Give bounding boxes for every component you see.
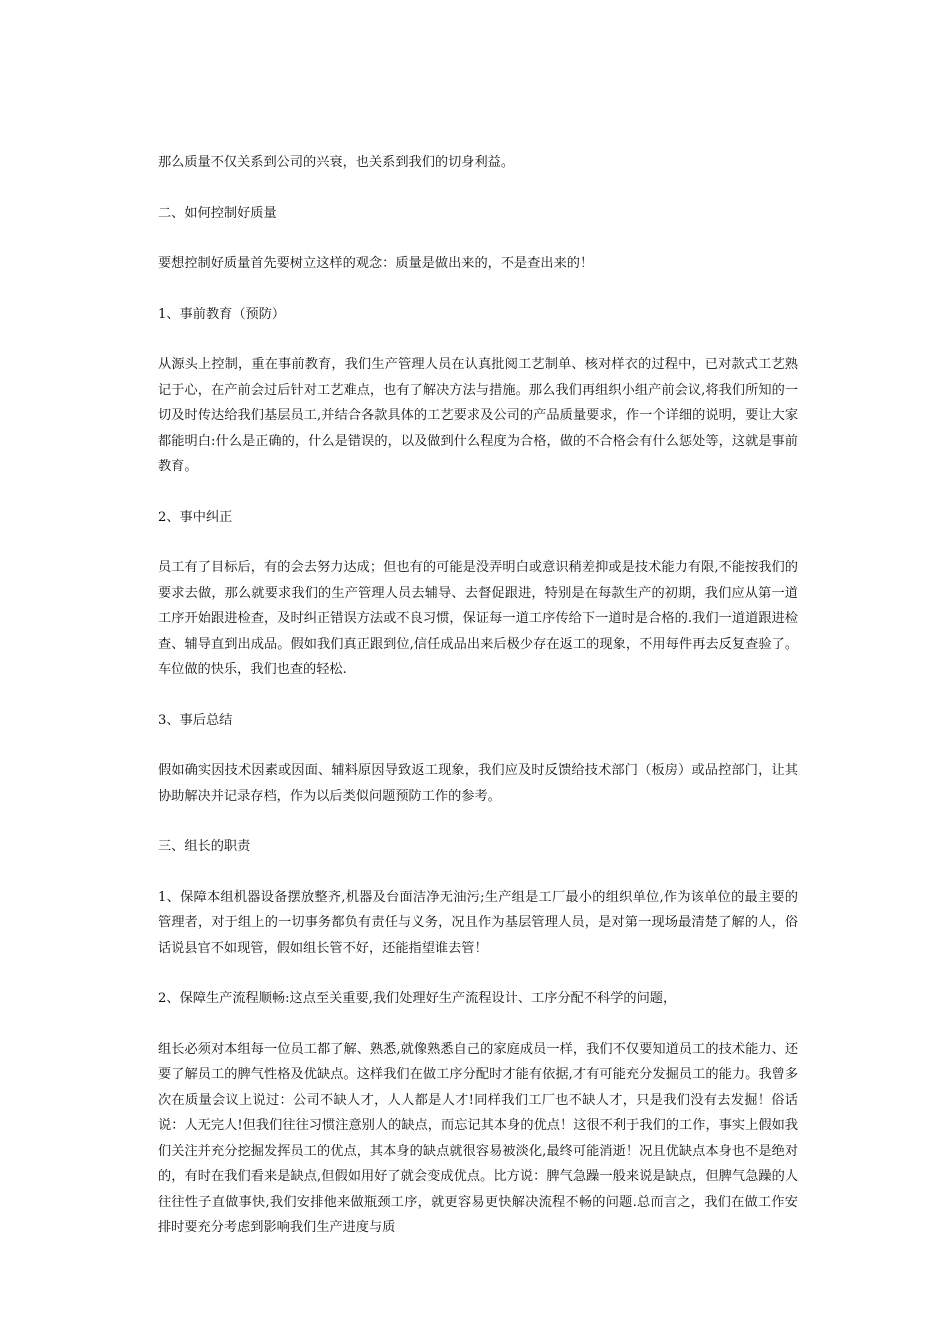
post-summary-paragraph: 假如确实因技术因素或因面、辅料原因导致返工现象，我们应及时反馈给技术部门（板房）或品控部门，让其协助解决并记录存档，作为以后类似问题预防工作的参考。 [158, 763, 798, 804]
subheading-in-process-correction: 2、事中纠正 [158, 509, 233, 525]
spacer [158, 327, 798, 352]
spacer [158, 809, 798, 834]
intro-paragraph: 那么质量不仅关系到公司的兴衰，也关系到我们的切身利益。 [158, 155, 515, 170]
quality-concept-paragraph: 要想控制好质量首先要树立这样的观念：质量是做出来的，不是查出来的！ [158, 256, 594, 271]
pre-education-paragraph: 从源头上控制，重在事前教育，我们生产管理人员在认真批阅工艺制单、核对样衣的过程中，已对款式工艺熟记于心，在产前会过后针对工艺难点，也有了解决方法与措施。那么我们再组织小组产前会议,将我们所知的一切及时传达给我们基层员工,并结合各款具体的工艺要求及公司的产品质量要求，作一个详细的说明，要让大家都能明白:什么是正确的，什么是错误的，以及做到什么程度为合格，做的不合格会有什么惩处等，这就是事前教育。 [158, 357, 798, 474]
employee-understanding-paragraph: 组长必须对本组每一位员工都了解、熟悉,就像熟悉自己的家庭成员一样，我们不仅要知道员工的技术能力、还要了解员工的脾气性格及优缺点。这样我们在做工序分配时才能有依据,才有可能充分发掘员工的能力。我曾多次在质量会议上说过：公司不缺人才，人人都是人才!同样我们工厂也不缺人才，只是我们没有去发掘！俗话说：人无完人!但我们往往习惯注意别人的缺点，而忘记其本身的优点！这很不利于我们的工作，事实上假如我们关注并充分挖掘发挥员工的优点，其本身的缺点就很容易被淡化,最终可能消逝！况且优缺点本身也不是绝对的，有时在我们看来是缺点,但假如用好了就会变成优点。比方说：脾气急躁一般来说是缺点，但脾气急躁的人往往性子直做事快,我们安排他来做瓶颈工序，就更容易更快解决流程不畅的问题.总而言之，我们在做工作安排时要充分考虑到影响我们生产进度与质 [158, 1041, 798, 1235]
subheading-pre-education: 1、事前教育（预防） [158, 306, 286, 322]
section-heading-quality-control: 二、如何控制好质量 [158, 205, 277, 221]
duty-2-paragraph: 2、保障生产流程顺畅:这点至关重要,我们处理好生产流程设计、工序分配不科学的问题， [158, 991, 677, 1006]
spacer [158, 226, 798, 251]
spacer [158, 530, 798, 555]
spacer [158, 860, 798, 885]
spacer [158, 1012, 798, 1037]
spacer [158, 683, 798, 708]
duty-1-paragraph: 1、保障本组机器设备摆放整齐,机器及台面洁净无油污;生产组是工厂最小的组织单位,作为该单位的最主要的管理者，对于组上的一切事务都负有责任与义务，况且作为基层管理人员，是对第一现场最清楚了解的人，俗话说县官不如现管，假如组长管不好，还能指望谁去管！ [158, 889, 798, 956]
spacer [158, 480, 798, 505]
section-heading-team-leader-duties: 三、组长的职责 [158, 839, 251, 854]
spacer [158, 277, 798, 302]
spacer [158, 176, 798, 201]
subheading-post-summary: 3、事后总结 [158, 712, 233, 728]
spacer [158, 733, 798, 758]
spacer [158, 961, 798, 986]
document-page [158, 150, 798, 1241]
in-process-correction-paragraph: 员工有了目标后，有的会去努力达成；但也有的可能是没弄明白或意识稍差抑或是技术能力有限,不能按我们的要求去做，那么就要求我们的生产管理人员去辅导、去督促跟进，特别是在每款生产的初期，我们应从第一道工序开始跟进检查，及时纠正错误方法或不良习惯，保证每一道工序传给下一道时是合格的.我们一道道跟进检查、辅导直到出成品。假如我们真正跟到位,信任成品出来后极少存在返工的现象，不用每件再去反复查验了。车位做的快乐，我们也查的轻松. [158, 560, 798, 677]
